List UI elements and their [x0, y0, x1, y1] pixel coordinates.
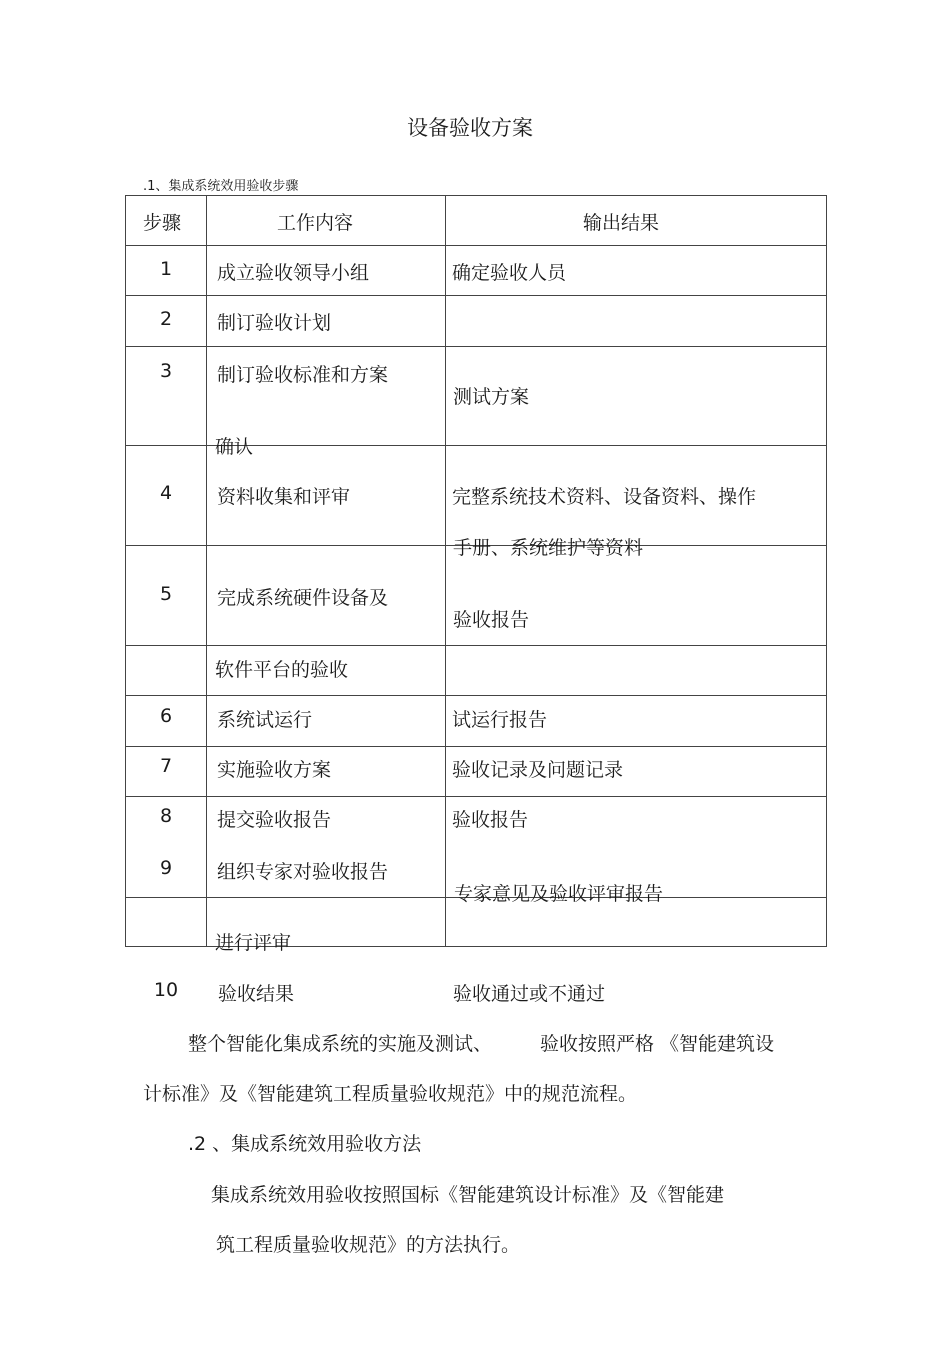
- table-border: [125, 245, 827, 246]
- table-header-content: 工作内容: [277, 212, 354, 234]
- paragraph-2-line-2: 筑工程质量验收规范》的方法执行。: [216, 1234, 521, 1256]
- table-border: [125, 346, 827, 347]
- row-content: 制订验收标准和方案: [217, 364, 389, 386]
- row10-content: 验收结果: [218, 983, 295, 1005]
- row-step: 5: [159, 583, 173, 605]
- table-border: [125, 645, 827, 646]
- table-border: [125, 796, 827, 797]
- paragraph-1-line-1b: 验收按照严格 《智能建筑设: [540, 1033, 775, 1055]
- section-heading-1: .1、集成系统效用验收步骤: [143, 179, 299, 194]
- row-step: 4: [159, 482, 173, 504]
- row-output: 验收报告: [453, 609, 530, 631]
- table-border: [206, 195, 207, 947]
- row-content: 系统试运行: [217, 709, 313, 731]
- section-heading-2: .2 、集成系统效用验收方法: [188, 1133, 422, 1155]
- row-output: 确定验收人员: [452, 262, 567, 284]
- table-border: [125, 295, 827, 296]
- row-content-continued: 确认: [215, 436, 254, 458]
- row-output: 专家意见及验收评审报告: [454, 883, 664, 905]
- table-border: [125, 746, 827, 747]
- row-output: 测试方案: [453, 386, 530, 408]
- table-header-step: 步骤: [143, 212, 182, 234]
- row-content-continued: 进行评审: [215, 932, 292, 954]
- row-output: 验收记录及问题记录: [452, 759, 624, 781]
- row-step: 7: [159, 755, 173, 777]
- row-step: 8: [159, 805, 173, 827]
- row-step: 9: [159, 857, 173, 879]
- row-step: 6: [159, 705, 173, 727]
- table-border: [826, 195, 827, 947]
- row-content: 组织专家对验收报告: [217, 861, 389, 883]
- table-border: [445, 195, 446, 947]
- row-output-continued: 手册、系统维护等资料: [453, 537, 644, 559]
- row-step: 2: [159, 308, 173, 330]
- paragraph-2-line-1: 集成系统效用验收按照国标《智能建筑设计标准》及《智能建: [211, 1184, 725, 1206]
- row-output: 验收报告: [452, 809, 529, 831]
- page-title: 设备验收方案: [407, 116, 533, 140]
- table-border: [125, 695, 827, 696]
- row-output: 试运行报告: [452, 709, 548, 731]
- row10-step: 10: [153, 979, 179, 1001]
- row-step: 1: [159, 258, 173, 280]
- row10-output: 验收通过或不通过: [453, 983, 606, 1005]
- row-content: 实施验收方案: [217, 759, 332, 781]
- row-output: 完整系统技术资料、设备资料、操作: [452, 486, 757, 508]
- row-content: 资料收集和评审: [217, 486, 351, 508]
- row-content: 完成系统硬件设备及: [217, 587, 389, 609]
- table-border: [125, 195, 827, 196]
- paragraph-1-line-1a: 整个智能化集成系统的实施及测试、: [188, 1033, 493, 1055]
- paragraph-1-line-2: 计标准》及《智能建筑工程质量验收规范》中的规范流程。: [143, 1083, 638, 1105]
- row-content: 成立验收领导小组: [217, 262, 370, 284]
- row-content: 制订验收计划: [217, 312, 332, 334]
- row-content: 提交验收报告: [217, 809, 332, 831]
- row-content-continued: 软件平台的验收: [215, 659, 349, 681]
- row-step: 3: [159, 360, 173, 382]
- table-header-output: 输出结果: [583, 212, 660, 234]
